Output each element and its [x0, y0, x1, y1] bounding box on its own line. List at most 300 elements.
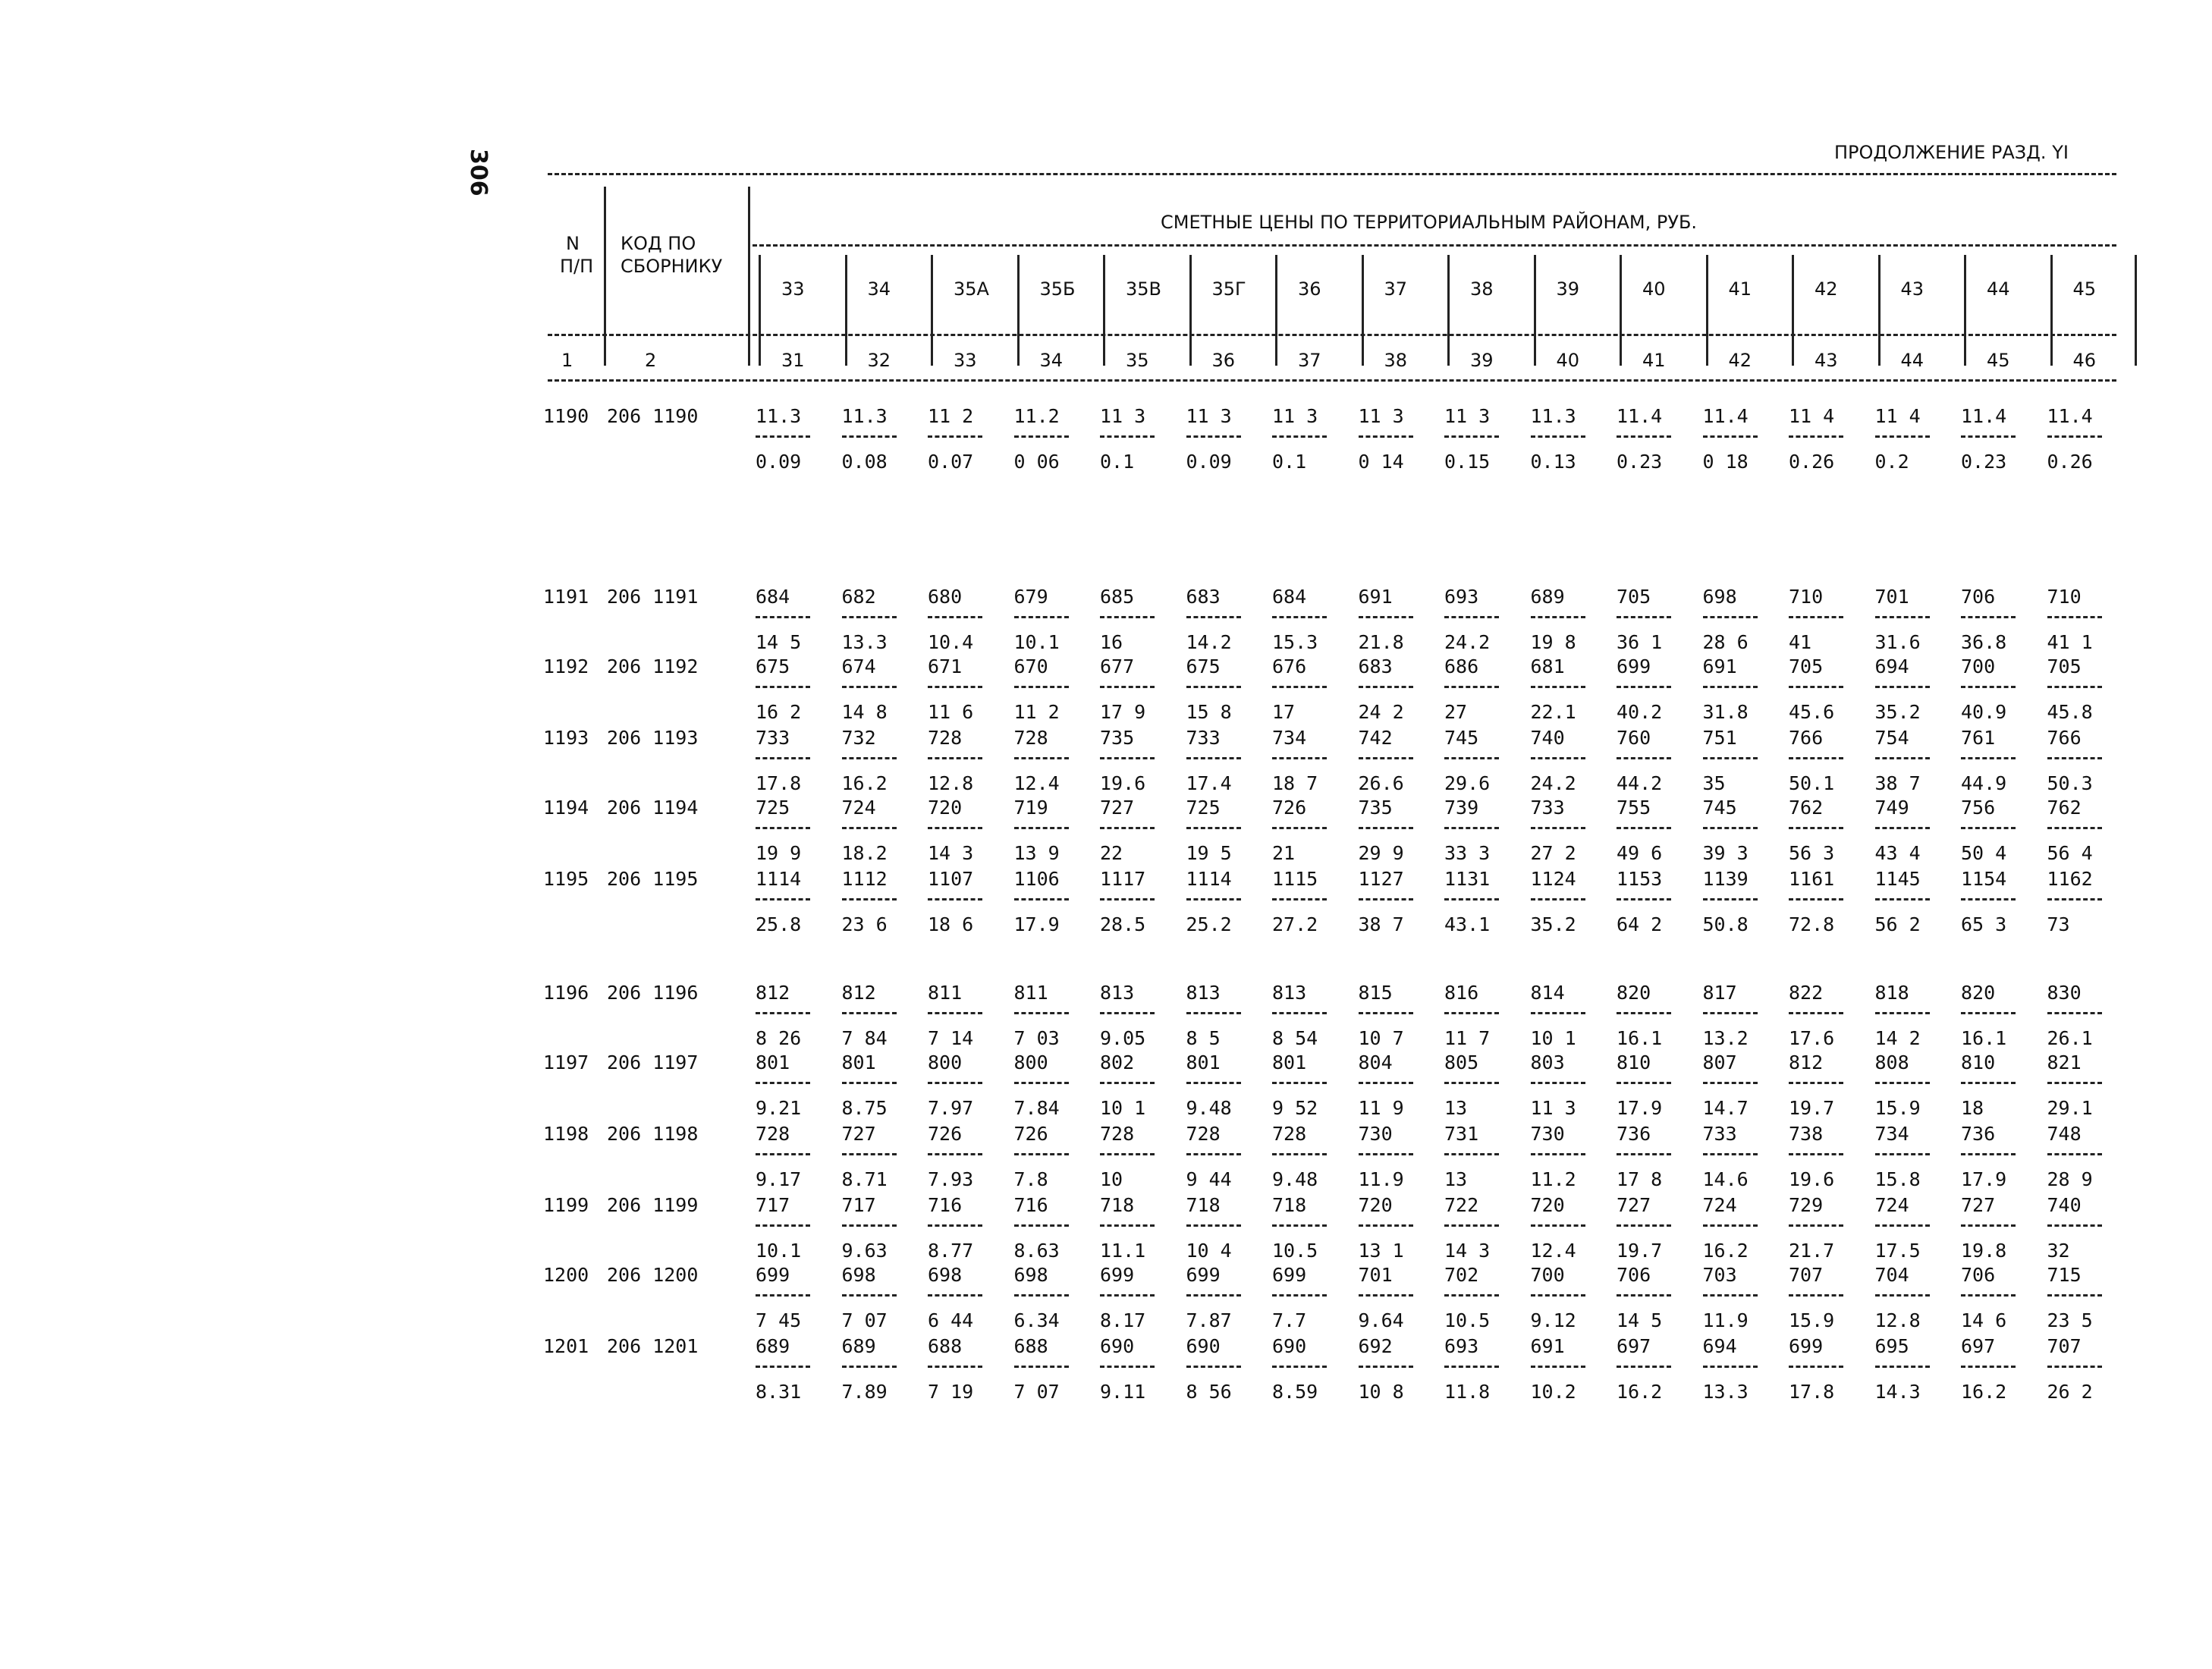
price-value: 801 [1186, 1051, 1221, 1073]
price-value: 754 [1874, 727, 1909, 749]
price-sub-value: 31.8 [1702, 701, 1749, 723]
price-value: 733 [1702, 1123, 1737, 1145]
price-value: 695 [1874, 1335, 1909, 1357]
price-sub-value: 18 [1961, 1097, 1984, 1119]
fraction-bar [1183, 1006, 1247, 1020]
district-divider [759, 255, 761, 366]
row-code: 206 1192 [607, 655, 699, 677]
price-value: 692 [1358, 1335, 1393, 1357]
fraction-bar [1700, 1147, 1764, 1161]
fraction-bar [1097, 892, 1161, 906]
price-sub-value: 26 2 [2047, 1381, 2093, 1403]
row-code: 206 1201 [607, 1335, 699, 1357]
price-value: 734 [1874, 1123, 1909, 1145]
district-1: 33 [781, 278, 805, 300]
price-sub-value: 10 7 [1358, 1027, 1404, 1049]
price-sub-value: 6.34 [1013, 1309, 1060, 1331]
price-sub-value: 7 45 [756, 1309, 802, 1331]
fraction-bar [1700, 892, 1764, 906]
price-value: 761 [1961, 727, 1996, 749]
fraction-bar [753, 610, 816, 624]
price-sub-value: 12.4 [1013, 772, 1060, 794]
fraction-bar [925, 1147, 988, 1161]
price-sub-value: 9.21 [756, 1097, 802, 1119]
price-value: 726 [928, 1123, 963, 1145]
price-sub-value: 50 4 [1961, 842, 2007, 864]
price-sub-value: 11.9 [1358, 1168, 1404, 1190]
fraction-bar [1958, 429, 2022, 443]
price-value: 730 [1358, 1123, 1393, 1145]
district-num-2: 32 [867, 350, 891, 371]
price-sub-value: 14 8 [841, 701, 888, 723]
fraction-bar [1356, 610, 1419, 624]
district-num-12: 42 [1728, 350, 1752, 371]
fraction-bar [1958, 1147, 2022, 1161]
fraction-bar [1356, 821, 1419, 834]
row-number: 1193 [543, 727, 589, 749]
fraction-bar [1441, 1218, 1505, 1232]
price-sub-value: 11.2 [1530, 1168, 1576, 1190]
row-number: 1192 [543, 655, 589, 677]
row-number: 1190 [543, 405, 589, 427]
fraction-bar [1097, 680, 1161, 693]
price-sub-value: 45.8 [2047, 701, 2093, 723]
price-value: 715 [2047, 1264, 2082, 1286]
price-value: 740 [2047, 1194, 2082, 1216]
district-11: 40 [1642, 278, 1666, 300]
price-value: 698 [841, 1264, 876, 1286]
price-value: 685 [1100, 586, 1135, 608]
price-value: 725 [756, 797, 790, 819]
price-sub-value: 8 5 [1186, 1027, 1221, 1049]
price-sub-value: 7 07 [1013, 1381, 1060, 1403]
fraction-bar [1528, 751, 1591, 765]
price-sub-value: 10 1 [1100, 1097, 1146, 1119]
price-value: 11 2 [928, 405, 974, 427]
fraction-bar [925, 821, 988, 834]
row-code: 206 1198 [607, 1123, 699, 1145]
fraction-bar [1700, 1076, 1764, 1089]
fraction-bar [1786, 610, 1849, 624]
price-sub-value: 36 1 [1617, 631, 1663, 653]
price-sub-value: 8 56 [1186, 1381, 1232, 1403]
fraction-bar [2044, 610, 2108, 624]
price-value: 816 [1444, 982, 1479, 1004]
group-title: СМЕТНЫЕ ЦЕНЫ ПО ТЕРРИТОРИАЛЬНЫМ РАЙОНАМ, РУБ. [1161, 212, 1698, 233]
price-sub-value: 14 6 [1961, 1309, 2007, 1331]
fraction-bar [1269, 892, 1333, 906]
fraction-bar [753, 1147, 816, 1161]
fraction-bar [1700, 1006, 1764, 1020]
fraction-bar [753, 892, 816, 906]
price-value: 807 [1702, 1051, 1737, 1073]
price-sub-value: 27 [1444, 701, 1468, 723]
price-sub-value: 28 6 [1702, 631, 1749, 653]
fraction-bar [1613, 892, 1677, 906]
price-sub-value: 6 44 [928, 1309, 974, 1331]
price-sub-value: 0.08 [841, 451, 888, 473]
price-sub-value: 9.48 [1272, 1168, 1318, 1190]
fraction-bar [1183, 1147, 1247, 1161]
price-sub-value: 16 [1100, 631, 1123, 653]
price-value: 699 [756, 1264, 790, 1286]
district-num-13: 43 [1815, 350, 1838, 371]
district-divider [1792, 255, 1794, 366]
fraction-bar [1613, 1359, 1677, 1373]
price-value: 820 [1617, 982, 1651, 1004]
price-value: 698 [1702, 586, 1737, 608]
fraction-bar [925, 429, 988, 443]
fraction-bar [839, 892, 903, 906]
price-sub-value: 9.63 [841, 1240, 888, 1262]
price-sub-value: 19 8 [1530, 631, 1576, 653]
price-sub-value: 0 06 [1013, 451, 1060, 473]
fraction-bar [1872, 1147, 1936, 1161]
price-value: 698 [928, 1264, 963, 1286]
price-value: 1131 [1444, 868, 1491, 890]
fraction-bar [1097, 1359, 1161, 1373]
price-value: 691 [1530, 1335, 1565, 1357]
fraction-bar [1872, 821, 1936, 834]
price-sub-value: 14.7 [1702, 1097, 1749, 1119]
price-value: 726 [1013, 1123, 1048, 1145]
fraction-bar [1528, 1147, 1591, 1161]
row-number: 1199 [543, 1194, 589, 1216]
price-sub-value: 38 7 [1358, 913, 1404, 935]
price-sub-value: 0.13 [1530, 451, 1576, 473]
fraction-bar [1011, 821, 1075, 834]
fraction-bar [753, 821, 816, 834]
row-code: 206 1194 [607, 797, 699, 819]
price-sub-value: 9.48 [1186, 1097, 1232, 1119]
price-value: 710 [2047, 586, 2082, 608]
price-sub-value: 29.1 [2047, 1097, 2093, 1119]
price-value: 802 [1100, 1051, 1135, 1073]
price-value: 766 [2047, 727, 2082, 749]
price-sub-value: 14.3 [1874, 1381, 1921, 1403]
price-sub-value: 11 3 [1530, 1097, 1576, 1119]
price-sub-value: 0.09 [756, 451, 802, 473]
price-value: 718 [1272, 1194, 1307, 1216]
price-value: 717 [756, 1194, 790, 1216]
price-sub-value: 17.4 [1186, 772, 1232, 794]
price-value: 815 [1358, 982, 1393, 1004]
price-value: 699 [1617, 655, 1651, 677]
price-value: 693 [1444, 1335, 1479, 1357]
fraction-bar [1786, 1288, 1849, 1302]
price-sub-value: 14 3 [1444, 1240, 1491, 1262]
district-num-10: 40 [1556, 350, 1580, 371]
price-sub-value: 50.8 [1702, 913, 1749, 935]
price-sub-value: 16.1 [1617, 1027, 1663, 1049]
price-sub-value: 41 1 [2047, 631, 2093, 653]
fraction-bar [2044, 1147, 2108, 1161]
price-sub-value: 7.97 [928, 1097, 974, 1119]
fraction-bar [1097, 429, 1161, 443]
fraction-bar [1700, 680, 1764, 693]
fraction-bar [1356, 1006, 1419, 1020]
fraction-bar [1097, 751, 1161, 765]
fraction-bar [1786, 1218, 1849, 1232]
price-value: 697 [1961, 1335, 1996, 1357]
price-value: 728 [1100, 1123, 1135, 1145]
price-value: 735 [1358, 797, 1393, 819]
fraction-bar [1958, 1288, 2022, 1302]
price-value: 726 [1272, 797, 1307, 819]
price-sub-value: 9.11 [1100, 1381, 1146, 1403]
price-sub-value: 27 2 [1530, 842, 1576, 864]
price-sub-value: 26.1 [2047, 1027, 2093, 1049]
price-value: 814 [1530, 982, 1565, 1004]
fraction-bar [1613, 1288, 1677, 1302]
price-sub-value: 7.84 [1013, 1097, 1060, 1119]
fraction-bar [1786, 1359, 1849, 1373]
fraction-bar [753, 1288, 816, 1302]
district-divider [1706, 255, 1708, 366]
price-sub-value: 9.17 [756, 1168, 802, 1190]
fraction-bar [1786, 1076, 1849, 1089]
price-value: 727 [1961, 1194, 1996, 1216]
price-value: 11.4 [1702, 405, 1749, 427]
price-value: 684 [756, 586, 790, 608]
price-sub-value: 35 [1702, 772, 1726, 794]
price-sub-value: 14.6 [1702, 1168, 1749, 1190]
price-value: 742 [1358, 727, 1393, 749]
fraction-bar [1700, 1218, 1764, 1232]
price-sub-value: 72.8 [1789, 913, 1835, 935]
price-sub-value: 28 9 [2047, 1168, 2093, 1190]
fraction-bar [1011, 429, 1075, 443]
price-value: 1154 [1961, 868, 2007, 890]
price-value: 677 [1100, 655, 1135, 677]
row-number: 1200 [543, 1264, 589, 1286]
price-value: 718 [1100, 1194, 1135, 1216]
price-sub-value: 10 1 [1530, 1027, 1576, 1049]
price-sub-value: 29.6 [1444, 772, 1491, 794]
price-sub-value: 21.7 [1789, 1240, 1835, 1262]
price-sub-value: 9.12 [1530, 1309, 1576, 1331]
price-sub-value: 7.93 [928, 1168, 974, 1190]
district-divider [1103, 255, 1105, 366]
price-value: 705 [1617, 586, 1651, 608]
price-value: 1117 [1100, 868, 1146, 890]
row-code: 206 1196 [607, 982, 699, 1004]
fraction-bar [1958, 1006, 2022, 1020]
price-sub-value: 17.6 [1789, 1027, 1835, 1049]
district-divider [845, 255, 847, 366]
price-value: 728 [1272, 1123, 1307, 1145]
fraction-bar [1528, 1218, 1591, 1232]
fraction-bar [1011, 1288, 1075, 1302]
price-sub-value: 0.26 [2047, 451, 2093, 473]
fraction-bar [1613, 1147, 1677, 1161]
row-number: 1197 [543, 1051, 589, 1073]
fraction-bar [1356, 429, 1419, 443]
district-9: 38 [1470, 278, 1494, 300]
price-sub-value: 17.8 [1789, 1381, 1835, 1403]
price-value: 689 [1530, 586, 1565, 608]
price-value: 700 [1961, 655, 1996, 677]
price-sub-value: 31.6 [1874, 631, 1921, 653]
price-value: 722 [1444, 1194, 1479, 1216]
fraction-bar [1183, 610, 1247, 624]
fraction-bar [1872, 610, 1936, 624]
fraction-bar [1356, 1076, 1419, 1089]
price-value: 697 [1617, 1335, 1651, 1357]
price-sub-value: 16 2 [756, 701, 802, 723]
price-value: 762 [1789, 797, 1824, 819]
price-sub-value: 17 8 [1617, 1168, 1663, 1190]
fraction-bar [1441, 1359, 1505, 1373]
fraction-bar [1097, 1076, 1161, 1089]
district-4: 35Б [1039, 278, 1076, 300]
price-sub-value: 19.6 [1100, 772, 1146, 794]
fraction-bar [1011, 1218, 1075, 1232]
price-value: 811 [1013, 982, 1048, 1004]
price-sub-value: 10.1 [756, 1240, 802, 1262]
price-value: 1112 [841, 868, 888, 890]
row-code: 206 1193 [607, 727, 699, 749]
price-value: 804 [1358, 1051, 1393, 1073]
fraction-bar [1528, 429, 1591, 443]
fraction-bar [1700, 821, 1764, 834]
district-divider [1620, 255, 1622, 366]
price-sub-value: 8.75 [841, 1097, 888, 1119]
price-value: 700 [1530, 1264, 1565, 1286]
fraction-bar [1356, 1147, 1419, 1161]
fraction-bar [1097, 1218, 1161, 1232]
price-sub-value: 11.8 [1444, 1381, 1491, 1403]
price-sub-value: 7.87 [1186, 1309, 1232, 1331]
page-number: 306 [465, 149, 492, 196]
fraction-bar [1356, 680, 1419, 693]
row-code: 206 1191 [607, 586, 699, 608]
price-sub-value: 44.9 [1961, 772, 2007, 794]
fraction-bar [1011, 610, 1075, 624]
price-value: 690 [1100, 1335, 1135, 1357]
price-value: 755 [1617, 797, 1651, 819]
price-value: 735 [1100, 727, 1135, 749]
price-sub-value: 16.2 [841, 772, 888, 794]
price-sub-value: 17 [1272, 701, 1296, 723]
fraction-bar [1269, 1006, 1333, 1020]
district-num-11: 41 [1642, 350, 1666, 371]
price-value: 733 [1530, 797, 1565, 819]
fraction-bar [1786, 429, 1849, 443]
district-num-14: 44 [1900, 350, 1925, 371]
price-value: 707 [1789, 1264, 1824, 1286]
price-sub-value: 13.3 [841, 631, 888, 653]
price-value: 727 [841, 1123, 876, 1145]
price-sub-value: 21.8 [1358, 631, 1404, 653]
price-sub-value: 43 4 [1874, 842, 1921, 864]
price-sub-value: 12.4 [1530, 1240, 1576, 1262]
price-sub-value: 16.1 [1961, 1027, 2007, 1049]
fraction-bar [1786, 892, 1849, 906]
price-sub-value: 9.05 [1100, 1027, 1146, 1049]
price-value: 748 [2047, 1123, 2082, 1145]
price-value: 810 [1617, 1051, 1651, 1073]
fraction-bar [1269, 680, 1333, 693]
price-value: 675 [756, 655, 790, 677]
col-code-label-2: СБОРНИКУ [621, 256, 723, 277]
fraction-bar [839, 610, 903, 624]
price-sub-value: 17.9 [1961, 1168, 2007, 1190]
price-sub-value: 14 2 [1874, 1027, 1921, 1049]
price-sub-value: 0.1 [1100, 451, 1135, 473]
fraction-bar [1958, 821, 2022, 834]
district-14: 43 [1900, 278, 1925, 300]
price-value: 693 [1444, 586, 1479, 608]
fraction-bar [2044, 1076, 2108, 1089]
price-value: 766 [1789, 727, 1824, 749]
price-value: 801 [841, 1051, 876, 1073]
price-sub-value: 0.2 [1874, 451, 1909, 473]
price-sub-value: 10.5 [1272, 1240, 1318, 1262]
price-value: 699 [1272, 1264, 1307, 1286]
price-sub-value: 0.1 [1272, 451, 1307, 473]
price-value: 738 [1789, 1123, 1824, 1145]
col-n-label-2: П/П [560, 256, 594, 277]
price-value: 690 [1272, 1335, 1307, 1357]
fraction-bar [1269, 1218, 1333, 1232]
price-value: 734 [1272, 727, 1307, 749]
fraction-bar [1958, 1359, 2022, 1373]
fraction-bar [1183, 1218, 1247, 1232]
fraction-bar [1356, 1218, 1419, 1232]
district-divider [1534, 255, 1536, 366]
price-sub-value: 7 84 [841, 1027, 888, 1049]
price-value: 724 [1702, 1194, 1737, 1216]
price-value: 11.3 [841, 405, 888, 427]
fraction-bar [839, 680, 903, 693]
fraction-bar [1356, 892, 1419, 906]
price-value: 751 [1702, 727, 1737, 749]
num-col-1: 1 [561, 350, 573, 371]
price-sub-value: 11.1 [1100, 1240, 1146, 1262]
fraction-bar [2044, 1288, 2108, 1302]
price-sub-value: 50.3 [2047, 772, 2093, 794]
price-sub-value: 0.15 [1444, 451, 1491, 473]
price-sub-value: 15.8 [1874, 1168, 1921, 1190]
price-sub-value: 11 2 [1013, 701, 1060, 723]
district-num-15: 45 [1987, 350, 2010, 371]
price-value: 691 [1702, 655, 1737, 677]
price-sub-value: 0 18 [1702, 451, 1749, 473]
district-10: 39 [1556, 278, 1580, 300]
price-value: 706 [1961, 586, 1996, 608]
fraction-bar [1872, 680, 1936, 693]
fraction-bar [2044, 751, 2108, 765]
fraction-bar [1872, 429, 1936, 443]
fraction-bar [1700, 751, 1764, 765]
price-value: 694 [1874, 655, 1909, 677]
fraction-bar [753, 1218, 816, 1232]
price-sub-value: 10.5 [1444, 1309, 1491, 1331]
district-divider [1017, 255, 1020, 366]
fraction-bar [1872, 751, 1936, 765]
price-value: 724 [1874, 1194, 1909, 1216]
price-sub-value: 9.64 [1358, 1309, 1404, 1331]
price-value: 684 [1272, 586, 1307, 608]
fraction-bar [839, 821, 903, 834]
fraction-bar [839, 1218, 903, 1232]
price-value: 701 [1874, 586, 1909, 608]
price-sub-value: 23 6 [841, 913, 888, 935]
price-sub-value: 65 3 [1961, 913, 2007, 935]
price-sub-value: 10 4 [1186, 1240, 1232, 1262]
district-divider [1362, 255, 1364, 366]
